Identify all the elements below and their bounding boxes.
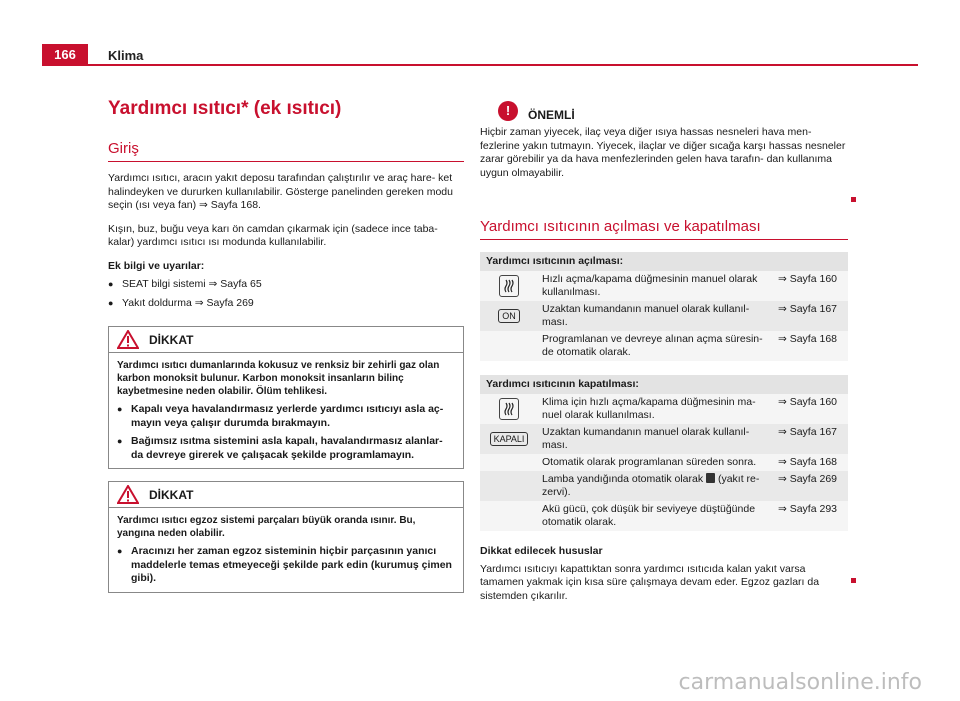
info-bullet[interactable]: ● SEAT bilgi sistemi ⇒ Sayfa 65 bbox=[108, 278, 464, 292]
icon-cell bbox=[480, 424, 538, 454]
row-text: Uzaktan kumandanın manuel olarak kullanıl- ması. bbox=[542, 303, 750, 328]
warning-title: DİKKAT bbox=[149, 332, 194, 347]
end-marker bbox=[851, 197, 856, 202]
warning-header bbox=[109, 327, 463, 353]
table-row bbox=[480, 501, 848, 531]
page-ref-link[interactable]: ⇒ Sayfa 160 bbox=[778, 273, 838, 285]
icon-cell bbox=[480, 301, 538, 331]
note-title: ÖNEMLİ bbox=[528, 108, 575, 122]
warning-body bbox=[109, 508, 463, 592]
icon-cell bbox=[480, 501, 538, 531]
end-marker bbox=[851, 578, 856, 583]
row-text bbox=[538, 471, 774, 501]
icon-cell bbox=[480, 271, 538, 301]
page-ref-link[interactable]: ⇒ Sayfa 168 bbox=[778, 456, 838, 468]
warning-bullet: ● Bağımsız ısıtma sistemini asla kapalı, havalandırmasız alanlar- da devreye girerek ve çalışacak şekilde programlamayın. bbox=[117, 435, 455, 462]
page-ref-link[interactable]: ⇒ Sayfa 160 bbox=[778, 396, 838, 408]
page-ref-link[interactable]: ⇒ Sayfa 293 bbox=[778, 503, 838, 515]
warning-box bbox=[108, 326, 464, 469]
warning-bullet: ● Aracınızı her zaman egzoz sisteminin hiçbir parçasının yanıcı maddelerle temas etmeyeceği şekilde park edin (kurumuş çimen gibi). bbox=[117, 545, 455, 586]
switch-off-table bbox=[480, 375, 848, 531]
page-ref-link[interactable]: ⇒ Sayfa 167 bbox=[778, 303, 838, 315]
warning-triangle-icon bbox=[117, 330, 139, 349]
table-row bbox=[480, 301, 848, 331]
off-button-icon: KAPALI bbox=[490, 432, 529, 446]
note-header bbox=[476, 100, 848, 122]
warning-title: DİKKAT bbox=[149, 487, 194, 502]
table-row bbox=[480, 454, 848, 471]
heater-button-icon bbox=[499, 398, 519, 420]
page-ref-link[interactable]: ⇒ Sayfa 168 bbox=[778, 333, 838, 345]
note-text: Hiçbir zaman yiyecek, ilaç veya diğer ısıya hassas nesneleri hava men- fezlerine yakın tutmayın. Yiyecek, ilaçlar ve diğer sıcağa karşı hassas nesneler zarar görebilir ya da hava menfezlerinden gelen hava tarafın- dan kullanıma uygun olmayabilir. bbox=[480, 126, 846, 179]
icon-cell bbox=[480, 471, 538, 501]
heater-button-icon bbox=[499, 275, 519, 297]
icon-cell bbox=[480, 394, 538, 424]
icon-cell bbox=[480, 331, 538, 361]
info-bullet[interactable]: ● Yakıt doldurma ⇒ Sayfa 269 bbox=[108, 297, 464, 311]
right-column bbox=[480, 96, 848, 603]
page-ref-link[interactable]: ⇒ Sayfa 167 bbox=[778, 426, 838, 438]
row-text: Uzaktan kumandanın manuel olarak kullanıl- ması. bbox=[542, 426, 750, 451]
row-text: Klima için hızlı açma/kapama düğmesinin ma- nuel olarak kullanılması. bbox=[542, 396, 756, 421]
warning-bullet: ● Kapalı veya havalandırmasız yerlerde yardımcı ısıtıcıyı asla aç- mayın veya çalışır durumda bırakmayın. bbox=[117, 403, 455, 430]
important-icon: ! bbox=[498, 101, 518, 121]
section-heading: Yardımcı ısıtıcı* (ek ısıtıcı) bbox=[108, 98, 342, 119]
fuel-lamp-icon bbox=[706, 473, 715, 483]
intro-paragraph: Yardımcı ısıtıcı, aracın yakıt deposu tarafından çalıştırılır ve araç hare- ket halindeyken ve dururken kullanılabilir. Gösterge panelinden gereken modu seçin (ısı veya fan) ⇒ Sayfa 168. bbox=[108, 172, 453, 211]
notes-title: Dikkat edilecek hususlar bbox=[480, 545, 603, 557]
row-text-before: Lamba yandığında otomatik olarak bbox=[542, 473, 704, 485]
subsection-heading: Giriş bbox=[108, 140, 464, 162]
table-row bbox=[480, 471, 848, 501]
switch-on-table bbox=[480, 252, 848, 361]
warning-intro: Yardımcı ısıtıcı egzoz sistemi parçaları büyük oranda ısınır. Bu, yangına neden olabilir. bbox=[117, 515, 416, 539]
warning-intro: Yardımcı ısıtıcı dumanlarında kokusuz ve renksiz bir zehirli gaz olan karbon monoksit bulunur. Karbon monoksit insanların bilinç kaybetmesine neden olabilir. Ölüm tehlikesi. bbox=[117, 360, 440, 397]
warning-body bbox=[109, 353, 463, 468]
table-header: Yardımcı ısıtıcının kapatılması: bbox=[480, 375, 848, 394]
row-text: Akü gücü, çok düşük bir seviyeye düştüğünde otomatik olarak. bbox=[542, 503, 756, 528]
page-title: Klima bbox=[108, 48, 144, 63]
row-text: Programlanan ve devreye alınan açma süresin- de otomatik olarak. bbox=[542, 333, 763, 358]
section-heading: Yardımcı ısıtıcının açılması ve kapatılması bbox=[480, 218, 848, 240]
row-text: Hızlı açma/kapama düğmesinin manuel olarak kullanılması. bbox=[542, 273, 758, 298]
watermark: carmanualsonline.info bbox=[678, 670, 922, 695]
on-button-icon: ON bbox=[498, 309, 520, 323]
row-text-after: (yakıt re- zervi). bbox=[542, 473, 760, 498]
notes-text: Yardımcı ısıtıcıyı kapattıktan sonra yardımcı ısıtıcıda kalan yakıt varsa tamamen yakmak için kısa süre çalışmaya devam eder. Egzoz gazları da sistemden çıkarılır. bbox=[480, 562, 820, 602]
warning-triangle-icon bbox=[117, 485, 139, 504]
table-row bbox=[480, 331, 848, 361]
warning-header bbox=[109, 482, 463, 508]
page-ref-link[interactable]: ⇒ Sayfa 269 bbox=[778, 473, 838, 485]
table-row bbox=[480, 271, 848, 301]
header-rule bbox=[42, 64, 918, 66]
table-row bbox=[480, 424, 848, 454]
table-row bbox=[480, 394, 848, 424]
info-title: Ek bilgi ve uyarılar: bbox=[108, 259, 205, 272]
page-number: 166 bbox=[42, 44, 88, 66]
left-column bbox=[108, 96, 464, 593]
warning-box bbox=[108, 481, 464, 593]
table-header: Yardımcı ısıtıcının açılması: bbox=[480, 252, 848, 271]
winter-paragraph: Kışın, buz, buğu veya karı ön camdan çıkarmak için (sadece ince taba- kalar) yardımcı ısıtıcı ısı modunda kullanılabilir. bbox=[108, 222, 438, 248]
row-text: Otomatik olarak programlanan süreden sonra. bbox=[542, 456, 757, 468]
icon-cell bbox=[480, 454, 538, 471]
